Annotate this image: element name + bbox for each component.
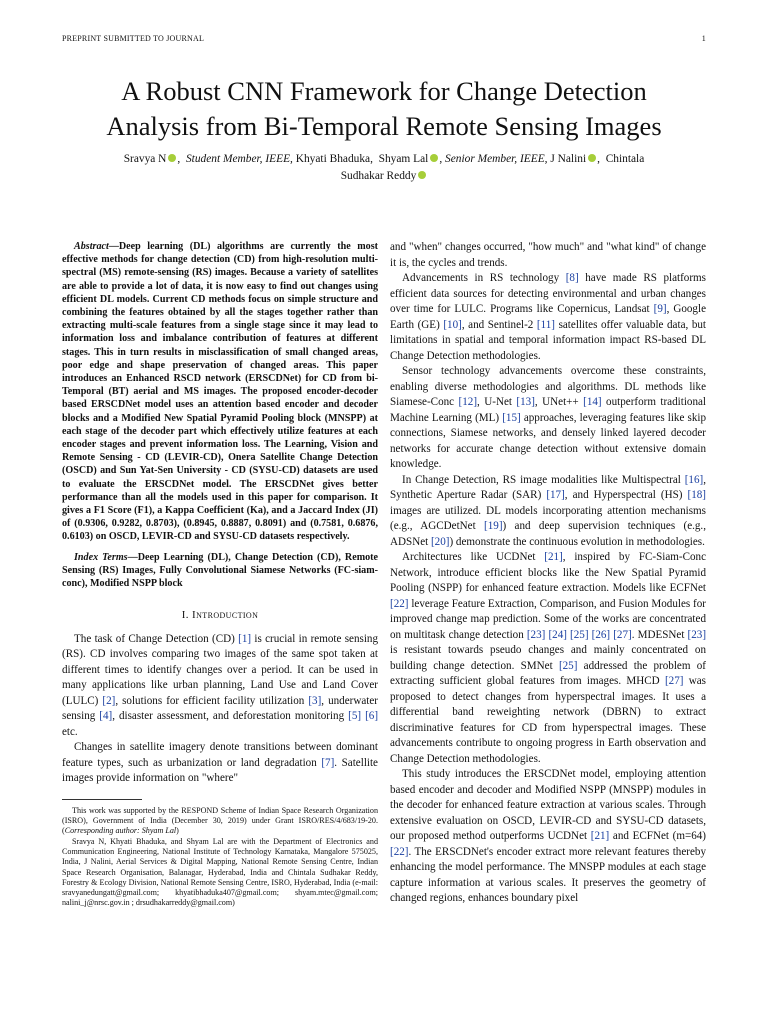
- citation-link[interactable]: [8]: [565, 272, 579, 284]
- paper-title: [40, 74, 728, 144]
- paragraph: and "when" changes occurred, "how much" and "what kind" of change it is, the cycles and trends.: [390, 241, 706, 269]
- citation-link[interactable]: [23]: [687, 628, 707, 641]
- orcid-icon[interactable]: [168, 154, 176, 162]
- title-line-2: Analysis from Bi-Temporal Remote Sensing Images: [106, 111, 662, 141]
- citation-link[interactable]: [25]: [570, 628, 589, 641]
- orcid-icon[interactable]: [430, 154, 438, 162]
- citation-link[interactable]: [13]: [516, 396, 535, 408]
- footnote: Sravya N, Khyati Bhaduka, and Shyam Lal are with the Department of Electronics and Communication Engineering, National Institute of Technology Karnataka, Mangalore 575025, India, J Nalini, Aerial Services & Digital Mapping, National Remote Sensing Centre, Indian Space Research Organisation, Balanagar, Hyderabad, India and Chintala Sudhakar Reddy, Forestry & Ecology Division, National Remote Sensing Centre, ISRO, Hyderabad, India (e-mail: sravyanedungatt@gmail.com; khyatibhaduka407@gmail.com; shyam.mtec@gmail.com; nalini_j@nrsc.gov.in ; drsudhakarreddy@gmail.com): [62, 836, 378, 908]
- paragraph: Architectures like UCDNet [21], inspired by FC-Siam-Conc Network, introduce efficient blocks like the New Spatial Pyramid Pooling (NSPP) for enhanced feature extraction. Models like ECFNet [22] leverage Feature Extraction, Comparison, and Fusion Modules for improved change map prediction. Some of the works are concentrated on multitask change detection [23] [24] [25] [26] [27]. MDESNet [23] is resistant towards pseudo changes and mainly concentrated on building change detection. SMNet [25] addressed the problem of extracting sufficient global features from images. MHCD [27] was proposed to detect changes from hyperspectral images. It uses a differential band reweighting network (DBRN) to extract discriminative features for CD from hyperspectral images. These advancements contribute to ongoing progress in Earth observation and Change Detection methodologies.: [390, 551, 707, 765]
- author-name: Shyam Lal: [378, 153, 429, 165]
- paragraph: Sensor technology advancements overcome these constraints, enabling diverse methodologies and algorithms. DL methods like Siamese-Conc [12], U-Net [13], UNet++ [14] outperform traditional Machine Learning (ML) [15] approaches, leveraging features like skip connections, Siamese networks, and densely linked layered decoder networks for accurate change detection without extensive domain knowledge.: [390, 365, 707, 470]
- index-terms-label: Index Terms: [74, 551, 128, 563]
- citation-link[interactable]: [16]: [684, 473, 704, 486]
- citation-link[interactable]: [5]: [348, 710, 362, 723]
- title-line-1: A Robust CNN Framework for Change Detection: [121, 76, 647, 106]
- footnote: This work was supported by the RESPOND Scheme of Indian Space Research Organization (ISRO), Government of India (December 30, 2019) under Grant ISRO/RES/4/683/19-20. (Corresponding author: Shyam Lal): [62, 805, 378, 836]
- citation-link[interactable]: [4]: [99, 710, 113, 723]
- running-head-text: PREPRINT SUBMITTED TO JOURNAL: [62, 34, 205, 43]
- author-role: Student Member, IEEE,: [185, 153, 293, 165]
- citation-link[interactable]: [27]: [613, 628, 632, 641]
- citation-link[interactable]: [26]: [591, 628, 611, 641]
- footnote-divider: [62, 799, 142, 800]
- paragraph: The task of Change Detection (CD) [1] is crucial in remote sensing (RS). CD involves comparing two images of the same spot taken at different times to identify changes over a period. It can be used in many applications like urban planning, Land Use and Land Cover (LULC) [2], solutions for efficient facility utilization [3], underwater sensing [4], disaster assessment, and deforestation monitoring [5] [6] etc.: [62, 632, 379, 738]
- citation-link[interactable]: [10]: [443, 318, 462, 331]
- orcid-icon[interactable]: [588, 154, 596, 162]
- citation-link[interactable]: [22]: [390, 845, 409, 858]
- citation-link[interactable]: [22]: [390, 597, 409, 610]
- citation-link[interactable]: [23]: [526, 628, 546, 641]
- author-list: Sravya N , Student Member, IEEE, Khyati Bhaduka, Shyam Lal , Senior Member, IEEE, J Nalini , Chintala Sudhakar Reddy: [123, 153, 645, 182]
- left-column: [62, 240, 378, 909]
- author-role: Senior Member, IEEE,: [445, 153, 548, 165]
- paragraph: Advancements in RS technology [8] have made RS platforms efficient data sources for detecting environmental and urban changes over time for LULC. Programs like Copernicus, Landsat [9], Google Earth (GE) [10], and Sentinel-2 [11] satellites offer valuable data, but limitations in spatial and temporal information impact RS-based DL Change Detection methodologies.: [390, 272, 707, 362]
- author-name: Chintala: [605, 153, 645, 165]
- citation-link[interactable]: [21]: [544, 551, 563, 563]
- author-name: Sravya N: [123, 153, 167, 165]
- citation-link[interactable]: [11]: [536, 318, 555, 331]
- citation-link[interactable]: [7]: [321, 756, 335, 769]
- citation-link[interactable]: [1]: [238, 632, 252, 645]
- page-number: 1: [701, 34, 706, 43]
- citation-link[interactable]: [3]: [308, 694, 322, 707]
- citation-link[interactable]: [19]: [484, 520, 503, 532]
- citation-link[interactable]: [2]: [102, 694, 116, 707]
- citation-link[interactable]: [17]: [546, 489, 565, 501]
- index-terms-text: —Deep Learning (DL), Change Detection (CD), Remote Sensing (RS) Images, Fully Convolutional Siamese Networks (FC-siam-conc), Modified NSPP block: [62, 551, 378, 590]
- abstract: [62, 240, 378, 544]
- citation-link[interactable]: [21]: [590, 830, 610, 842]
- paragraph: This study introduces the ERSCDNet model, employing attention based encoder and decoder and Modified NSPP (MNSPP) modules in the decoder for enhanced feature extraction at various scales. Through extensive evaluation on OSCD, LEVIR-CD and SYSU-CD datasets, our proposed method outperforms UCDNet [21] and ECFNet (m=64) [22]. The ERSCDNet's encoder extract more relevant features thereby enhancing the model performance. The MNSPP modules at each stage capture information at various scales. It preserves the geometry of changed regions, enhances boundary pixel: [390, 768, 706, 904]
- citation-link[interactable]: [24]: [548, 628, 567, 641]
- citation-link[interactable]: [14]: [583, 396, 602, 408]
- abstract-text: —Deep learning (DL) algorithms are currently the most effective methods for change detection (CD) from high-resolution multi-spectral (MS) remote-sensing (RS) images. Because a variety of satellites are able to provide a lot of data, it is now easy to find out changes using efficient DL models. Current CD methods focus on simple structure and combining the features obtained by all the stages together rather than extracting multi-scale features from a single stage since it may lead to information loss and imbalance contribution of features at different stages. This in turn results in misclassification of small changed areas, poor edge and shape preservation of changed areas. This paper introduces an Enhanced RSCD network (ERSCDNet) for CD from bi-Temporal (BT) aerial and MS images. The proposed encoder-decoder based ERSCDNet model uses an attention based encoder and decoder blocks and a Modified New Spatial Pyramid Pooling block (MNSPP) at each stage of the decoder part which effectively utilize features at each encoder stages and prevent information loss. The Learning, Vision and Remote Sensing - CD (LEVIR-CD), Onera Satellite Change Detection (OSCD) and Sun Yat-Sen University - CD (SYSU-CD) datasets are used to evaluate the ERSCDNet model. The ERSCDNet gives better performance than all the models used in this paper for comparison. It gives a F1 Score (F1), a Kappa Coefficient (Ka), and a Jaccard Index (JI) of (0.9306, 0.9282, 0.8703), (0.8945, 0.8887, 0.8091) and (0.7581, 0.6876, 0.6103) on OSCD, LEVIR-CD and SYSU-CD datasets respectively.: [62, 241, 378, 543]
- right-column: [390, 240, 706, 907]
- orcid-icon[interactable]: [418, 171, 426, 179]
- paragraph: Changes in satellite imagery denote transitions between dominant feature types, such as urbanization or land degradation [7]. Satellite images provide information on "where": [62, 741, 378, 785]
- citation-link[interactable]: [18]: [687, 489, 706, 501]
- author-name: Sudhakar Reddy: [340, 170, 417, 182]
- section-heading: I. Introduction: [181, 609, 259, 622]
- citation-link[interactable]: [12]: [458, 396, 478, 408]
- index-terms: [62, 551, 378, 591]
- citation-link[interactable]: [6]: [365, 710, 379, 723]
- author-name: J Nalini: [550, 153, 587, 165]
- citation-link[interactable]: [25]: [558, 659, 578, 672]
- citation-link[interactable]: [27]: [664, 675, 684, 687]
- abstract-label: Abstract: [74, 241, 109, 252]
- citation-link[interactable]: [15]: [502, 411, 521, 424]
- paragraph: In Change Detection, RS image modalities like Multispectral [16], Synthetic Aperture Radar (SAR) [17], and Hyperspectral (HS) [18] images are utilized. DL models incorporating attention mechanisms (e.g., AGCDetNet [19]) and deep supervision techniques (e.g., ADSNet [20]) demonstrate the continuous evolution in methodologies.: [390, 473, 706, 548]
- author-name: Khyati Bhaduka,: [295, 153, 373, 165]
- citation-link[interactable]: [20]: [430, 535, 450, 548]
- citation-link[interactable]: [9]: [653, 303, 667, 315]
